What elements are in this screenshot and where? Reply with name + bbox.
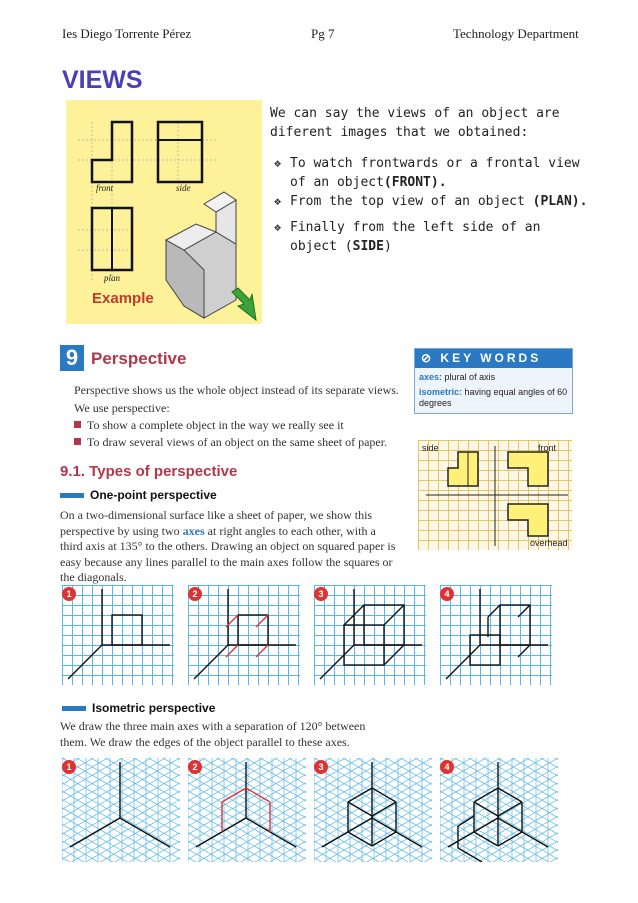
isometric-step-1 bbox=[62, 758, 180, 862]
keyword-axes: axes: plural of axis bbox=[419, 372, 496, 382]
isometric-text: We draw the three main axes with a separation of 120° between them. We draw the edges of the object parallel to these axes. bbox=[60, 719, 366, 749]
views-grid-drawing bbox=[418, 440, 572, 550]
iso-step-badge-1: 1 bbox=[62, 760, 76, 774]
square-bullet-icon bbox=[74, 421, 81, 428]
bullet-side-tail: ) bbox=[383, 239, 392, 254]
views-title: VIEWS bbox=[62, 66, 143, 94]
views-grid-figure bbox=[418, 440, 572, 550]
one-point-step-1 bbox=[62, 585, 174, 685]
subheading-bar bbox=[60, 493, 84, 498]
one-point-text: On a two-dimensional surface like a sheet of paper, we show this perspective by using two axes at right angles to each other, with a third axis at 135° to the others. Drawing an object on squared paper is easy because any lines parallel to the main axes follow the squares or the diagonals. bbox=[60, 508, 396, 584]
header-department: Technology Department bbox=[453, 26, 579, 41]
bullet-front-bold: (FRONT). bbox=[383, 175, 447, 190]
iso-step-badge-2: 2 bbox=[188, 760, 202, 774]
bullet-plan bbox=[274, 192, 590, 211]
key-icon: ⊘ bbox=[421, 351, 435, 365]
label-example: Example bbox=[92, 290, 154, 307]
bullet-side-text: Finally from the left side of an object ( bbox=[290, 220, 541, 254]
bullet-front bbox=[274, 154, 590, 192]
iso-step-badge-3: 3 bbox=[314, 760, 328, 774]
key-words-heading bbox=[415, 349, 572, 368]
label-plan: plan bbox=[104, 273, 121, 283]
iso-step-badge-4: 4 bbox=[440, 760, 454, 774]
label-side: side bbox=[176, 183, 191, 193]
square-bullet-icon bbox=[74, 438, 81, 445]
label-front: front bbox=[96, 183, 114, 193]
section-number: 9 bbox=[60, 345, 84, 371]
header-author: Ies Diego Torrente Pérez bbox=[62, 26, 192, 41]
subheading-bar bbox=[62, 706, 86, 711]
step-badge-4: 4 bbox=[440, 587, 454, 601]
diamond-bullet-icon: ❖ bbox=[274, 220, 282, 234]
step-badge-2: 2 bbox=[188, 587, 202, 601]
perspective-para2: We use perspective: bbox=[74, 401, 170, 415]
one-point-heading: One-point perspective bbox=[90, 488, 217, 502]
bullet-front-text: To watch frontwards or a frontal view of an object bbox=[290, 156, 580, 190]
isometric-step-2 bbox=[188, 758, 306, 862]
isometric-step-3 bbox=[314, 758, 432, 862]
one-point-step-2 bbox=[188, 585, 300, 685]
bullet-plan-text: From the top view of an object bbox=[290, 194, 533, 209]
isometric-heading: Isometric perspective bbox=[92, 701, 216, 715]
views-example-figure bbox=[66, 100, 262, 324]
grid-label-overhead: overhead bbox=[530, 538, 568, 548]
step-badge-3: 3 bbox=[314, 587, 328, 601]
keyword-isometric: isometric: having equal angles of 60 degrees bbox=[419, 387, 568, 408]
perspective-item-1-text: To show a complete object in the way we really see it bbox=[87, 418, 344, 432]
step-badge-1: 1 bbox=[62, 587, 76, 601]
one-point-step-3 bbox=[314, 585, 426, 685]
views-intro: We can say the views of an object are diferent images that we obtained: bbox=[270, 106, 560, 140]
perspective-para1: Perspective shows us the whole object instead of its separate views. bbox=[74, 383, 399, 397]
header-page: Pg 7 bbox=[311, 26, 335, 41]
diamond-bullet-icon: ❖ bbox=[274, 194, 282, 208]
diamond-bullet-icon: ❖ bbox=[274, 156, 282, 170]
key-words-heading-text: KEY WORDS bbox=[440, 351, 542, 365]
perspective-item-1 bbox=[74, 418, 344, 434]
grid-label-side: side bbox=[422, 443, 439, 453]
perspective-item-2-text: To draw several views of an object on the same sheet of paper. bbox=[87, 435, 388, 449]
axes-term: axes bbox=[182, 523, 205, 538]
perspective-item-2 bbox=[74, 435, 387, 451]
grid-label-front: front bbox=[538, 443, 557, 453]
section-title: Perspective bbox=[91, 349, 187, 368]
bullet-side bbox=[274, 218, 590, 256]
one-point-step-4 bbox=[440, 585, 552, 685]
subsection-title: 9.1. Types of perspective bbox=[60, 463, 238, 480]
key-words-box bbox=[414, 348, 573, 414]
bullet-side-bold: SIDE bbox=[352, 239, 384, 254]
isometric-step-4 bbox=[440, 758, 558, 862]
bullet-plan-bold: (PLAN). bbox=[532, 194, 588, 209]
